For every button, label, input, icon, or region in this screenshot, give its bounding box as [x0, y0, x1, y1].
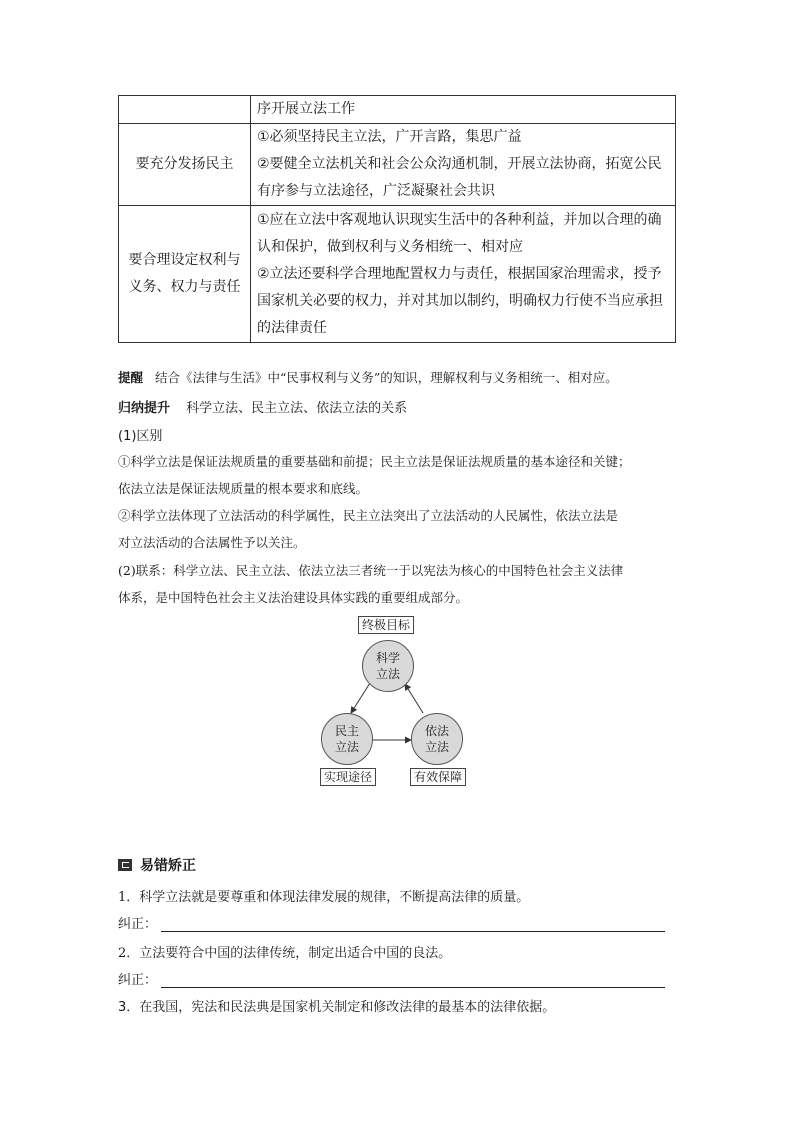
difference-paragraph-2-line-1: ②科学立法体现了立法活动的科学属性，民主立法突出了立法活动的人民属性，依法立法是 [118, 508, 619, 523]
tip-text: 结合《法律与生活》中“民事权利与义务”的知识，理解权利与义务相统一、相对应。 [155, 370, 618, 385]
legislation-principles-table [118, 95, 676, 343]
correction-label: 纠正： [118, 917, 158, 932]
node-text: 立法 [375, 667, 400, 681]
cell-line: 的法律责任 [257, 319, 327, 336]
table-cell-content [251, 96, 676, 124]
correction-answer-2 [118, 969, 665, 988]
table-cell-principle [119, 96, 251, 124]
answer-blank[interactable] [161, 917, 665, 932]
error-correction-heading [118, 855, 196, 875]
cell-line: ①应在立法中客观地认识现实生活中的各种利益，并加以合理的确 [257, 211, 662, 228]
cell-line: ②立法还要科学合理地配置权力与责任，根据国家治理需求，授予 [257, 265, 662, 282]
realization-path-label: 实现途径 [320, 768, 376, 786]
table-row [119, 206, 676, 343]
connection-text: 科学立法、民主立法、依法立法三者统一于以宪法为核心的中国特色社会主义法律 [173, 563, 624, 578]
cell-line: 有序参与立法途径，广泛凝聚社会共识 [257, 183, 495, 199]
table-cell-principle [119, 206, 251, 343]
tip-label: 提醒 [118, 370, 144, 385]
table-cell-principle [119, 124, 251, 206]
summary-title: 科学立法、民主立法、依法立法的关系 [186, 401, 408, 416]
diagram-arrows [310, 612, 490, 792]
error-question-3: 3．在我国，宪法和民法典是国家机关制定和修改法律的最基本的法律依据。 [118, 1000, 556, 1015]
arrow-science-to-democracy [351, 683, 370, 713]
cell-line: 认和保护，做到权利与义务相统一、相对应 [257, 238, 523, 255]
cell-line: 国家机关必要的权力，并对其加以制约，明确权力行使不当应承担 [257, 292, 663, 309]
democratic-legislation-node [321, 713, 373, 765]
difference-paragraph-2-line-2: 对立法活动的合法属性予以关注。 [118, 535, 306, 550]
error-question-1: 1．科学立法就是要尊重和体现法律发展的规律，不断提高法律的质量。 [118, 890, 530, 905]
correction-answer-1 [118, 913, 665, 932]
correction-label: 纠正： [118, 973, 158, 988]
summary-heading [118, 397, 407, 416]
connection-line-2: 体系，是中国特色社会主义法治建设具体实践的重要组成部分。 [118, 590, 469, 605]
arrow-legal-to-science [405, 684, 423, 713]
difference-paragraph-1-line-2: 依法立法是保证法规质量的根本要求和底线。 [118, 481, 369, 496]
effective-guarantee-label: 有效保障 [410, 768, 466, 786]
legal-legislation-node [411, 713, 463, 765]
error-question-2: 2．立法要符合中国的法律传统，制定出适合中国的良法。 [118, 946, 452, 961]
ultimate-goal-label: 终极目标 [358, 616, 414, 634]
table-cell-content [251, 124, 676, 206]
error-correction-title: 易错矫正 [140, 858, 196, 874]
legislation-relationship-diagram [310, 612, 490, 792]
cell-line: 序开展立法工作 [257, 101, 355, 117]
cell-line: 要充分发扬民主 [135, 156, 234, 172]
cell-line: 要合理设定权利与 [128, 252, 241, 268]
summary-label: 归纳提升 [118, 401, 171, 416]
tip-paragraph [118, 368, 618, 386]
node-text: 立法 [424, 740, 449, 754]
science-legislation-node [362, 640, 414, 692]
node-text: 科学 [375, 651, 400, 665]
section-icon [118, 859, 132, 871]
node-text: 民主 [334, 724, 359, 738]
cell-line: ②要健全立法机关和社会公众沟通机制，开展立法协商，拓宽公民 [257, 156, 662, 172]
table-row [119, 124, 676, 206]
connection-line-1 [118, 561, 623, 579]
cell-line: ①必须坚持民主立法，广开言路，集思广益 [257, 129, 522, 145]
node-text: 立法 [334, 740, 359, 754]
table-row [119, 96, 676, 124]
connection-label: (2)联系： [118, 563, 174, 578]
difference-paragraph-1-line-1: ①科学立法是保证法规质量的重要基础和前提；民主立法是保证法规质量的基本途径和关键； [118, 454, 631, 469]
difference-heading: (1)区别 [118, 429, 163, 444]
table-cell-content [251, 206, 676, 343]
node-text: 依法 [424, 724, 449, 738]
answer-blank[interactable] [161, 973, 665, 988]
cell-line: 义务、权力与责任 [128, 279, 241, 295]
